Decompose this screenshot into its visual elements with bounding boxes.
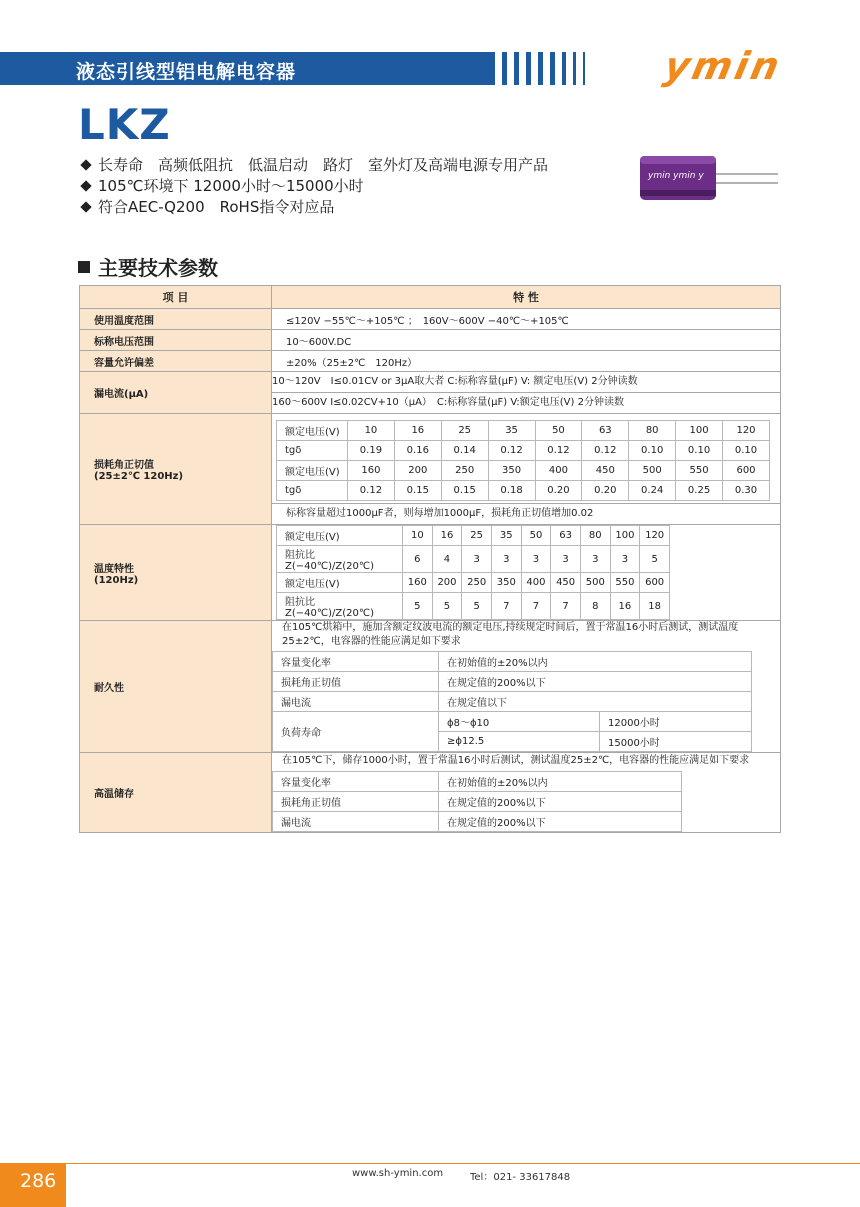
row-label: 高温储存 (80, 753, 272, 833)
storage-desc: 在105℃下，储存1000小时，置于常温16小时后测试，测试温度25±2℃，电容器的性能应满足如下要求 (282, 755, 750, 766)
leakage-line: 160～600V I≤0.02CV+10（μA） C:标称容量(μF) V:额定电压(V) 2分钟读数 (272, 397, 624, 408)
capacitor-image (638, 150, 783, 205)
tan-row: tgδ 0.12 0.15 0.15 0.18 0.20 0.20 0.24 0.25 0.30 (277, 481, 770, 501)
feature-list (80, 155, 548, 218)
table-row (80, 330, 781, 351)
voltage-row: 额定电压(V) 10 16 25 35 50 63 80 100 120 (277, 421, 770, 441)
table-row (80, 351, 781, 372)
voltage-row: 额定电压(V) 160 200 250 350 400 450 500 550 600 (277, 461, 770, 481)
table-row (80, 372, 781, 414)
table-row (80, 309, 781, 330)
tan-table (276, 420, 770, 501)
list-item: 漏电流 在规定值以下 (273, 692, 752, 712)
list-item: 容量变化率 在初始值的±20%以内 (273, 652, 752, 672)
list-item: 负荷寿命 ϕ8～ϕ10 12000小时 (273, 712, 752, 732)
table-header-row (80, 286, 781, 309)
footer-phone: Tel：021- 33617848 (470, 1172, 571, 1183)
bullet-icon (80, 180, 91, 191)
col-header-char: 特 性 (272, 286, 781, 309)
tan-row: tgδ 0.19 0.16 0.14 0.12 0.12 0.12 0.10 0.10 0.10 (277, 441, 770, 461)
bullet-icon (80, 159, 91, 170)
col-header-item: 项 目 (80, 286, 272, 309)
row-label: 损耗角正切值 (25±2℃ 120Hz) (80, 414, 272, 525)
page-title: 液态引线型铝电解电容器 (76, 61, 297, 83)
voltage-row: 额定电压(V) 160 200 250 350 400 450 500 550 600 (277, 573, 670, 593)
series-name: LKZ (78, 100, 171, 149)
table-row (80, 621, 781, 753)
footer-website: www.sh-ymin.com (352, 1168, 444, 1179)
feature-item: 105℃环境下 12000小时～15000小时 (80, 176, 548, 197)
row-label: 使用温度范围 (80, 309, 272, 330)
storage-table (272, 771, 682, 832)
impedance-row: 阻抗比Z(−40℃)/Z(20℃) 5 5 5 7 7 7 8 16 18 (277, 593, 670, 620)
footer-line (66, 1163, 860, 1164)
temp-char-table (276, 525, 670, 620)
section-title: 主要技术参数 (78, 252, 218, 281)
svg-text:ymin ymin y: ymin ymin y (648, 171, 704, 181)
list-item: 损耗角正切值 在规定值的200%以下 (273, 672, 752, 692)
spec-table (79, 285, 781, 833)
row-label: 耐久性 (80, 621, 272, 753)
row-value: ±20%（25±2℃ 120Hz） (272, 351, 781, 372)
brand-logo: ymin (660, 44, 787, 88)
list-item: 漏电流 在规定值的200%以下 (273, 812, 682, 832)
header-stripes (490, 52, 600, 85)
square-bullet-icon (78, 261, 90, 273)
table-row (80, 525, 781, 621)
table-row (80, 414, 781, 525)
row-value: 10～600V.DC (272, 330, 781, 351)
endurance-desc: 在105℃烘箱中，施加含额定纹波电流的额定电压,持续规定时间后，置于常温16小时后测试，测试温度25±2℃，电容器的性能应满足如下要求 (282, 622, 739, 647)
row-label: 标称电压范围 (80, 330, 272, 351)
row-label: 温度特性 (120Hz) (80, 525, 272, 621)
row-value: ≤120V −55℃～+105℃ ； 160V～600V −40℃～+105℃ (272, 309, 781, 330)
voltage-row: 额定电压(V) 10 16 25 35 50 63 80 100 120 (277, 526, 670, 546)
endurance-table (272, 651, 752, 752)
feature-item: 长寿命 高频低阻抗 低温启动 路灯 室外灯及高端电源专用产品 (80, 155, 548, 176)
table-row (80, 753, 781, 833)
list-item: 容量变化率 在初始值的±20%以内 (273, 772, 682, 792)
tan-note: 标称容量超过1000μF者，则每增加1000μF，损耗角正切值增加0.02 (272, 503, 780, 524)
row-label: 容量允许偏差 (80, 351, 272, 372)
bullet-icon (80, 201, 91, 212)
list-item: ≥ϕ12.5 15000小时 (273, 732, 752, 752)
leakage-line: 10～120V I≤0.01CV or 3μA取大者 C:标称容量(μF) V: 额定电压(V) 2分钟读数 (272, 372, 780, 393)
feature-item: 符合AEC-Q200 RoHS指令对应品 (80, 197, 548, 218)
list-item: 损耗角正切值 在规定值的200%以下 (273, 792, 682, 812)
row-label: 漏电流(μA) (80, 372, 272, 414)
page-number: 286 (20, 1170, 57, 1192)
impedance-row: 阻抗比Z(−40℃)/Z(20℃) 6 4 3 3 3 3 3 3 5 (277, 546, 670, 573)
